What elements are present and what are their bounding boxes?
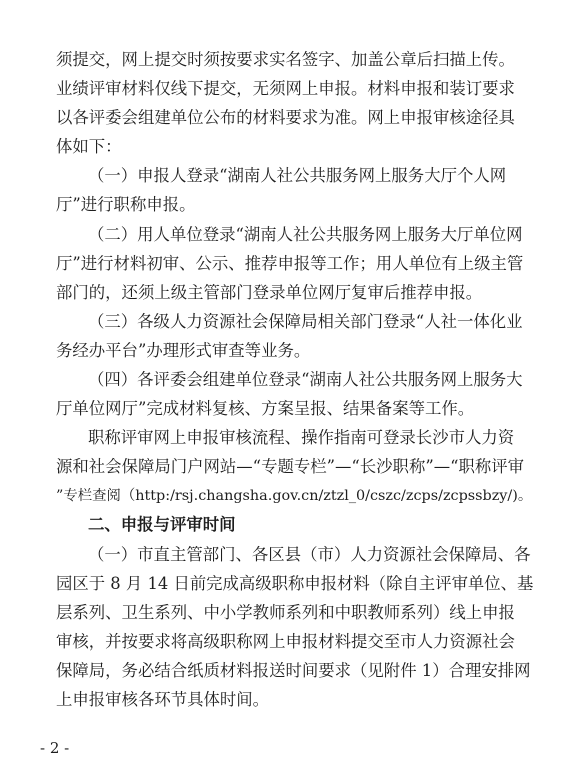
- text-line: 源和社会保障局门户网站—“专题专栏”—“长沙职称”—“职称评审: [56, 457, 525, 477]
- text-line: 审核，并按要求将高级职称网上申报材料提交至市人力资源社会: [56, 631, 515, 651]
- text-line: 部门的，还须上级主管部门登录单位网厅复审后推荐申报。: [56, 282, 483, 302]
- section-heading: 二、申报与评审时间: [88, 515, 236, 535]
- text-line: 厅”进行职称申报。: [56, 195, 196, 215]
- text-line: （一）申报人登录“湖南人社公共服务网上服务大厅个人网: [88, 166, 507, 186]
- text-line: 上申报审核各环节具体时间。: [56, 690, 270, 709]
- text-line: 层系列、卫生系列、中小学教师系列和中职教师系列）线上申报: [56, 602, 515, 622]
- text-line: 职称评审网上申报审核流程、操作指南可登录长沙市人力资: [88, 428, 515, 448]
- text-line: （三）各级人力资源社会保障局相关部门登录“人社一体化业: [88, 311, 523, 331]
- text-line: 保障局，务必结合纸质材料报送时间要求（见附件 1）合理安排网: [56, 660, 531, 680]
- text-line: 体如下：: [56, 137, 122, 157]
- text-line: 业绩评审材料仅线下提交，无须网上申报。材料申报和装订要求: [56, 79, 515, 99]
- text-line: 务经办平台”办理形式审查等业务。: [56, 340, 311, 360]
- text-line: （一）市直主管部门、各区县（市）人力资源社会保障局、各: [88, 544, 531, 564]
- text-line: 厅单位网厅”完成材料复核、方案呈报、结果备案等工作。: [56, 399, 475, 419]
- text-line: （二）用人单位登录“湖南人社公共服务网上服务大厅单位网: [88, 224, 523, 244]
- text-line: 园区于 8 月 14 日前完成高级职称申报材料（除自主评审单位、基: [56, 573, 534, 593]
- text-line-url: ”专栏查阅（http:/rsj.changsha.gov.cn/ztzl_0/cszc/zcps/zcpssbzy/)。: [56, 488, 533, 505]
- text-line: 以各评委会组建单位公布的材料要求为准。网上申报审核途径具: [56, 108, 515, 128]
- text-line: 须提交，网上提交时须按要求实名签字、加盖公章后扫描上传。: [56, 50, 515, 69]
- text-line: （四）各评委会组建单位登录“湖南人社公共服务网上服务大: [88, 370, 523, 389]
- page-number: - 2 -: [40, 739, 70, 757]
- text-line: 厅”进行材料初审、公示、推荐申报等工作；用人单位有上级主管: [56, 253, 524, 273]
